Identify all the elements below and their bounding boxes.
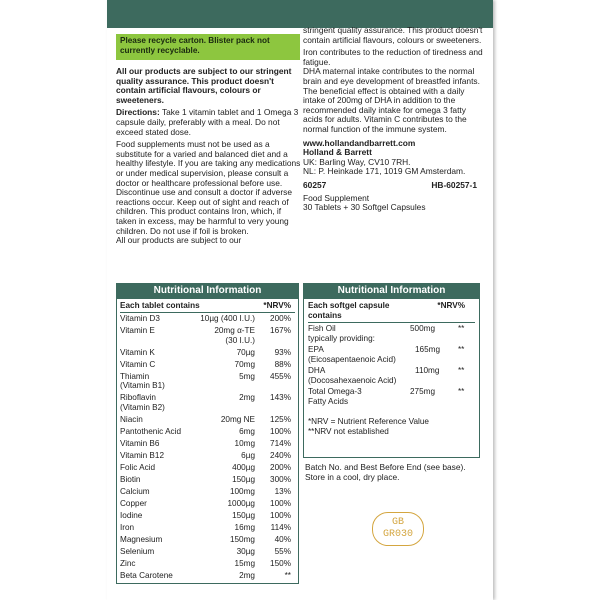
nutrient-nrv: 300% <box>270 474 291 484</box>
omega-label-line2: Fatty Acids <box>308 397 349 406</box>
tablet-row <box>120 559 295 571</box>
dha-label: DHA <box>308 366 326 375</box>
dha-amount: 110mg <box>415 366 440 375</box>
carton-back-panel <box>107 0 493 600</box>
nutrient-name: Vitamin K <box>120 347 155 357</box>
batch-storage-block <box>305 463 475 482</box>
fish-oil-label: Fish Oil <box>308 324 336 333</box>
iron-claim: Iron contributes to the reduction of tiredness and fatigue. <box>303 47 483 67</box>
left-column <box>116 34 301 246</box>
tablet-row <box>120 439 295 451</box>
nutrient-nrv: 100% <box>270 498 291 508</box>
nutrient-nrv: 100% <box>270 510 291 520</box>
nutrient-amount: 150mg <box>229 534 255 544</box>
fish-oil-amount: 500mg <box>410 324 436 333</box>
tablet-row <box>120 393 295 415</box>
product-type: Food Supplement <box>303 192 370 203</box>
nutrient-amount: 15mg <box>234 558 255 568</box>
tablet-row <box>120 360 295 372</box>
nutrient-name: Niacin <box>120 414 143 424</box>
tablet-row <box>120 326 295 348</box>
nutrient-amount: 10mg <box>234 438 255 448</box>
tablet-row <box>120 348 295 360</box>
nutrient-name: Vitamin B12 <box>120 450 164 460</box>
nutrient-name: Vitamin E <box>120 326 155 335</box>
directions <box>116 108 301 137</box>
nutrient-nrv: 143% <box>270 393 291 403</box>
nutrient-nrv: 455% <box>270 371 291 381</box>
tablet-row <box>120 372 295 394</box>
softgel-heading-row <box>308 301 475 321</box>
tablet-row <box>120 314 295 326</box>
nutrient-name: Iodine <box>120 510 143 520</box>
batch-note: Batch No. and Best Before End (see base). <box>305 462 466 472</box>
nutrient-nrv: 100% <box>270 426 291 436</box>
stamp-line-1: GB <box>391 517 404 528</box>
address-nl: NL: P. Heinkade 171, 1019 GM Amsterdam. <box>303 166 466 177</box>
nutrient-nrv: 55% <box>274 546 291 556</box>
nutrient-nrv: 40% <box>274 534 291 544</box>
nutrient-nrv: 125% <box>270 414 291 424</box>
product-codes <box>303 181 477 191</box>
dha-claim: DHA maternal intake contributes to the normal brain and eye development of breastfed infants. The beneficial effect is obtained with a daily intake of 200mg of DHA in addition to the recommended daily intake for omega 3 fatty acids for adults. Vitamin C contributes to the normal function of the immune system. <box>303 66 480 134</box>
nutrient-amount: 2mg <box>239 570 255 580</box>
nutrient-nrv: 93% <box>274 347 291 357</box>
company-name: Holland & Barrett <box>303 147 372 158</box>
tablet-row <box>120 523 295 535</box>
fish-oil-nrv: ** <box>458 324 465 333</box>
right-column <box>303 26 483 213</box>
pack-contents: 30 Tablets + 30 Softgel Capsules <box>303 202 426 213</box>
tablet-row <box>120 427 295 439</box>
nutrient-amount-line2: (30 I.U.) <box>225 335 255 345</box>
nutrient-nrv: 714% <box>270 438 291 448</box>
quality-statement-repeat: All our products are subject to our <box>116 235 242 246</box>
nutrient-name: Iron <box>120 522 135 532</box>
nutrient-nrv: 88% <box>274 359 291 369</box>
nutrient-amount: 10µg (400 I.U.) <box>200 314 255 323</box>
tablet-row <box>120 451 295 463</box>
nutrient-name-line2: (Vitamin B2) <box>120 402 165 412</box>
epa-amount: 165mg <box>415 345 441 354</box>
quality-statement: All our products are subject to our stringent quality assurance. This product doesn't contain artificial flavours, colours or sweeteners. <box>116 66 292 105</box>
website: www.hollandandbarrett.com <box>303 137 416 148</box>
nutrient-nrv: 167% <box>270 326 291 335</box>
tablet-row <box>120 535 295 547</box>
softgel-nutrition-table <box>303 299 480 458</box>
nutrient-name: Vitamin C <box>120 359 156 369</box>
nutrient-amount: 150µg <box>232 510 255 520</box>
warning-text: Food supplements must not be used as a substitute for a varied and balanced diet and a healthy lifestyle. If you are taking any medications or under medical supervision, please consult a doctor or healthcare professional before use. Discontinue use and consult a doctor if adverse reactions occur. Keep out of sight and reach of children. This product contains Iron, which, if taken in excess, may be harmful to very young children. Do not use if foil is broken. <box>116 139 301 236</box>
epa-nrv: ** <box>458 345 465 354</box>
tablet-divider <box>120 312 295 313</box>
nutrient-name: Selenium <box>120 546 155 556</box>
nutrient-amount: 400µg <box>232 462 255 472</box>
nutrient-nrv: 13% <box>274 486 291 496</box>
omega-label: Total Omega-3 <box>308 387 362 396</box>
nrv-footnote: *NRV = Nutrient Reference Value <box>308 417 429 426</box>
recycle-note: Please recycle carton. Blister pack not currently recyclable. <box>116 34 300 60</box>
nutrient-name-line2: (Vitamin B1) <box>120 381 165 391</box>
nutrient-name: Calcium <box>120 486 150 496</box>
tablet-row <box>120 571 295 583</box>
nutrient-nrv: 240% <box>270 450 291 460</box>
nutrient-nrv: 150% <box>270 558 291 568</box>
tablet-row <box>120 475 295 487</box>
nutrient-name: Pantothenic Acid <box>120 426 181 436</box>
dha-full-name: (Docosahexaenoic Acid) <box>308 376 397 385</box>
epa-full-name: (Eicosapentaenoic Acid) <box>308 355 396 364</box>
nutrient-nrv: ** <box>284 570 291 580</box>
nutrient-nrv: 200% <box>270 314 291 323</box>
softgel-heading: Each softgel capsule contains <box>308 301 390 320</box>
code-left: 60257 <box>303 179 327 190</box>
tablet-heading-row <box>120 301 295 311</box>
omega-row <box>308 387 475 397</box>
tablet-nutrition-table <box>116 299 299 584</box>
softgel-nrv-heading: *NRV% <box>437 301 465 310</box>
tablet-row <box>120 499 295 511</box>
nutrient-name: Vitamin B6 <box>120 438 160 448</box>
nutrient-amount: 30µg <box>236 546 255 556</box>
nutrient-name: Copper <box>120 498 147 508</box>
nutrient-nrv: 114% <box>270 522 291 532</box>
tablet-heading: Each tablet contains <box>120 301 200 310</box>
code-right: HB-60257-1 <box>431 179 477 190</box>
directions-text: Take 1 vitamin tablet and 1 Omega 3 capsule daily, preferably with a meal. Do not exceed stated dose. <box>116 107 299 137</box>
tablet-nrv-heading: *NRV% <box>263 301 291 310</box>
fish-oil-row <box>308 324 475 334</box>
omega-amount: 275mg <box>410 387 436 396</box>
quality-statement-right: stringent quality assurance. This product doesn't contain artificial flavours, colours or sweeteners. <box>303 25 483 45</box>
carton-top-band <box>107 0 493 28</box>
stamp-line-2: GR030 <box>382 529 413 540</box>
dha-nrv: ** <box>458 366 465 375</box>
dha-row <box>308 366 475 376</box>
nutrient-name: Folic Acid <box>120 462 156 472</box>
nutrient-name: Zinc <box>120 558 136 568</box>
gb-stamp-logo <box>372 512 424 546</box>
nutrient-name: Thiamin <box>120 371 150 381</box>
nutrient-name: Magnesium <box>120 534 163 544</box>
address-uk: UK: Barling Way, CV10 7RH. <box>303 156 411 167</box>
directions-label: Directions: <box>116 107 160 118</box>
nutrient-amount: 100mg <box>229 486 255 496</box>
storage-note: Store in a cool, dry place. <box>305 471 400 482</box>
nutrient-name: Biotin <box>120 474 141 484</box>
omega-nrv: ** <box>458 387 465 396</box>
tablet-row <box>120 415 295 427</box>
nutrient-amount: 5mg <box>239 371 255 381</box>
nrv-not-established-footnote: **NRV not established <box>308 427 389 436</box>
tablet-row <box>120 547 295 559</box>
nutrient-name: Beta Carotene <box>120 570 173 580</box>
nutrient-nrv: 200% <box>270 462 291 472</box>
nutrient-amount: 70µg <box>236 347 255 357</box>
typically-providing: typically providing: <box>308 334 375 343</box>
nutrient-amount: 70mg <box>234 359 255 369</box>
nutrient-name: Riboflavin <box>120 393 156 403</box>
softgel-nutrition-header: Nutritional Information <box>303 283 480 299</box>
nutrient-name: Vitamin D3 <box>120 314 160 323</box>
nutrient-amount: 2mg <box>239 393 255 403</box>
tablet-nutrition-header: Nutritional Information <box>116 283 299 299</box>
epa-label: EPA <box>308 345 324 354</box>
tablet-row <box>120 463 295 475</box>
tablet-row <box>120 511 295 523</box>
tablet-row <box>120 487 295 499</box>
epa-row <box>308 345 475 355</box>
nutrient-amount: 16mg <box>234 522 255 532</box>
nutrient-amount: 6mg <box>239 426 255 436</box>
nutrient-amount: 6µg <box>241 450 255 460</box>
nutrient-amount: 20mg NE <box>220 414 255 424</box>
nutrient-amount: 150µg <box>232 474 255 484</box>
nutrient-amount: 20mg α-TE <box>214 326 255 335</box>
nutrient-amount: 1000µg <box>227 498 255 508</box>
